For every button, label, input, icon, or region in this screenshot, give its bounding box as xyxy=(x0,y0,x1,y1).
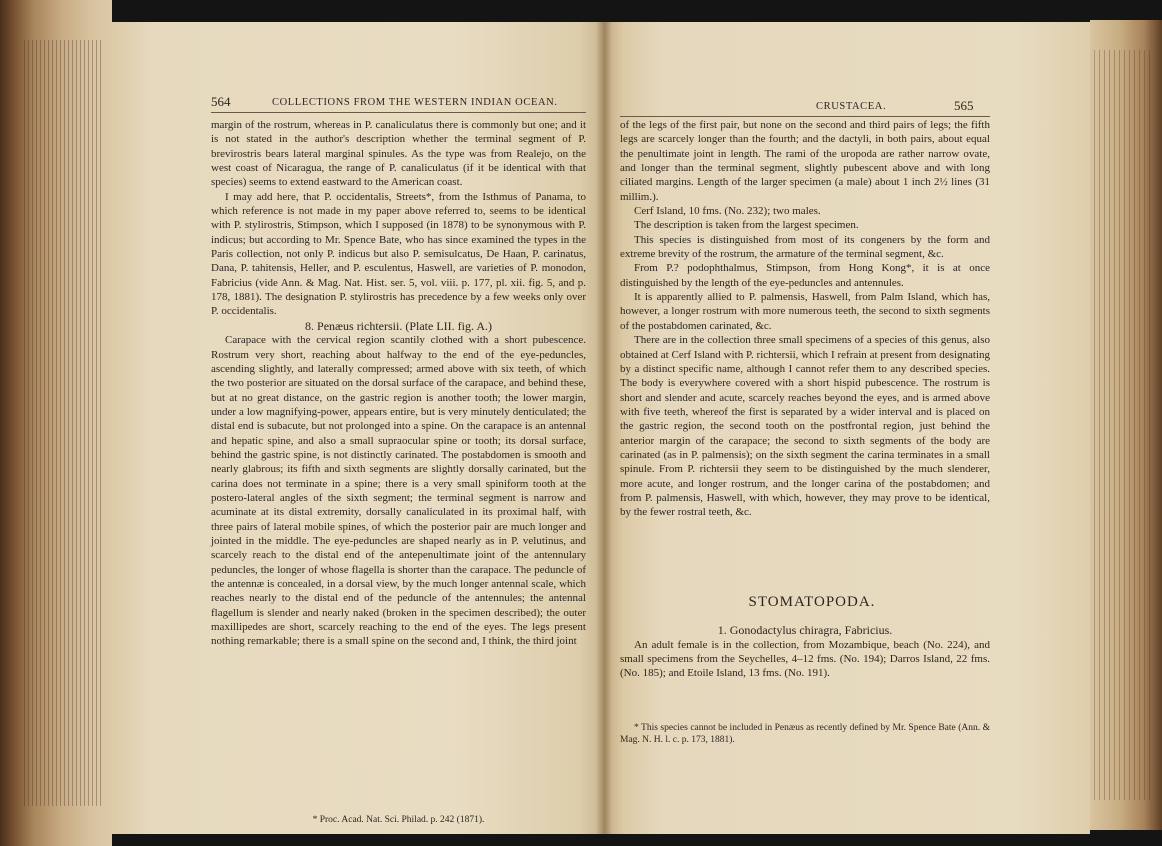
paragraph: Carapace with the cervical region scantily clothed with a short pubescence. Rostrum very short, reaching about halfway to the end of the eye-peduncles, ascending slightly, and laterally compressed; armed above with six teeth, of which the two posterior are situated on the dorsal surface of the carapace, and behind these, but at no great distance, on the gastric region is another tooth; the lower margin, under a low magnifying-power, appears entire, but is very minutely denticulated; the distal end is subacute, but not prolonged into a spine. On the carapace is an antennal and hepatic spine, and also a small supraocular spine or tooth; its dorsal surface, behind the gastric spine, is not distinctly carinated. The postabdomen is smooth and nearly glabrous; its fifth and sixth segments are slightly dorsally carinated, but the carina does not terminate in a spine; there is a very small spiniform tooth at the postero-lateral angles of the sixth segment; the terminal segment is narrow and acuminate at its distal extremity, dorsally canaliculated in its proximal half, with three pairs of lateral mobile spines, of which the posterior pair are much longer and jointed in the middle. The eye-peduncles are shaped nearly as in P. velutinus, and scarcely reach to the distal end of the antepenultimate joint of the antennulary peduncles, the longer of whose flagella is shorter than the carapace. The peduncle of the antennæ is concealed, in a dorsal view, by the much longer antennal scale, which reaches nearly to the distal end of the peduncle of the antennules; the antennal flagellum is slender and nearly naked (broken in the specimen described); the outer maxillipedes are short, scarcely reaching to the end of the eyes. The legs present nothing remarkable; there is a small spine on the second and, I think, the third joint xyxy=(211,334,586,648)
species-heading: 1. Gonodactylus chiragra, Fabricius. xyxy=(717,623,893,638)
footnote-text: * Proc. Acad. Nat. Sci. Philad. p. 242 (1871). xyxy=(312,815,485,825)
paragraph: This species is distinguished from most of its congeners by the form and extreme brevity of the rostrum, the armature of the terminal segment, &c. xyxy=(620,233,990,261)
left-page-edges xyxy=(0,0,112,846)
right-text-column xyxy=(620,118,990,520)
book-gutter xyxy=(596,22,612,834)
paragraph: An adult female is in the collection, from Mozambique, beach (No. 224), and small specimens from the Seychelles, 4–12 fms. (No. 194); Darros Island, 22 fms. (No. 185); and Etoile Island, 13 fms. (No. 191). xyxy=(620,638,990,680)
paragraph: I may add here, that P. occidentalis, Streets*, from the Isthmus of Panama, to which reference is not made in my paper above referred to, seems to be identical with P. stylirostris, Stimpson, which I supposed (in 1878) to be synonymous with P. indicus; but according to Mr. Spence Bate, who has since examined the types in the Paris collection, not only P. indicus but also P. semisulcatus, De Haan, P. carinatus, Dana, P. tahitensis, Heller, and P. esculentus, Haswell, are varieties of P. monodon, Fabricius (vide Ann. & Mag. Nat. Hist. ser. 5, vol. viii. p. 177, pl. xii. fig. 5, and p. 178, 1881). The designation P. stylirostris has precedence by a few weeks only over P. occidentalis. xyxy=(211,190,586,318)
left-text-column xyxy=(211,118,586,649)
header-rule-right xyxy=(620,116,990,117)
footnote-left xyxy=(211,814,586,826)
running-head-right: CRUSTACEA. xyxy=(816,101,887,112)
stomatopoda-section xyxy=(620,595,990,681)
footnote-text: * This species cannot be included in Penæus as recently defined by Mr. Spence Bate (Ann. & Mag. N. H. l. c. p. 173, 1881). xyxy=(620,723,990,745)
right-page-edges xyxy=(1090,20,1162,830)
running-head-left: COLLECTIONS FROM THE WESTERN INDIAN OCEAN. xyxy=(272,97,558,108)
paragraph: of the legs of the first pair, but none on the second and third pairs of legs; the fifth legs are scarcely longer than the fourth; and the dactyli, in both pairs, about equal the penultimate joint in length. The rami of the uropoda are rather narrow ovate, and longer than the terminal segment, slightly pubescent above and with long ciliated margins. Length of the larger specimen (a male) about 1 inch 2½ lines (31 millim.). xyxy=(620,119,990,203)
header-rule-left xyxy=(211,112,586,113)
paragraph: Cerf Island, 10 fms. (No. 232); two males. xyxy=(634,205,821,218)
page-number-left: 564 xyxy=(211,94,231,109)
page-number-right: 565 xyxy=(954,98,974,113)
paragraph: It is apparently allied to P. palmensis, Haswell, from Palm Island, which has, however, a longer rostrum with more numerous teeth, the second to sixth segments of the postabdomen carinated, &c. xyxy=(620,291,990,332)
paragraph: There are in the collection three small specimens of a species of this genus, also obtained at Cerf Island with P. richtersii, which I refrain at present from designating by a distinct specific name, although I cannot refer them to any described species. The body is everywhere covered with a short hispid pubescence. The rostrum is short and slender and acute, scarcely reaches beyond the eyes, and is armed above with five teeth, whereof the first is separated by a wider interval and is placed on the gastric region, the second tooth on the postfrontal region, just behind the anterior margin of the carapace; the second to sixth segments of the body are carinated (as in P. palmensis); on the sixth segment the carina terminates in a small spinule. From P. richtersii they seem to be distinguished by the much slenderer, more acute, and longer rostrum, and the longer carina of the postabdomen; and from P. palmensis, Haswell, with which, however, they may prove to be identical, by the fewer rostral teeth, &c. xyxy=(620,334,990,519)
paragraph: From P.? podophthalmus, Stimpson, from Hong Kong*, it is at once distinguished by the length of the eye-peduncles and antennules. xyxy=(620,262,990,289)
species-heading: 8. Penæus richtersii. (Plate LII. fig. A.) xyxy=(305,318,492,333)
section-title: STOMATOPODA. xyxy=(748,594,876,610)
paragraph: The description is taken from the largest specimen. xyxy=(634,219,859,232)
right-page xyxy=(604,22,1090,834)
footnote-right xyxy=(620,722,990,746)
left-page xyxy=(112,22,604,834)
paragraph: margin of the rostrum, whereas in P. canaliculatus there is commonly but one; and it is not stated in the author's description whether the terminal segment of P. brevirostris bears lateral marginal spinules. As the type was from Realejo, on the west coast of Nicaragua, the range of P. canaliculatus (if it be identical with that species) seems to extend eastward to the American coast. xyxy=(211,119,586,189)
